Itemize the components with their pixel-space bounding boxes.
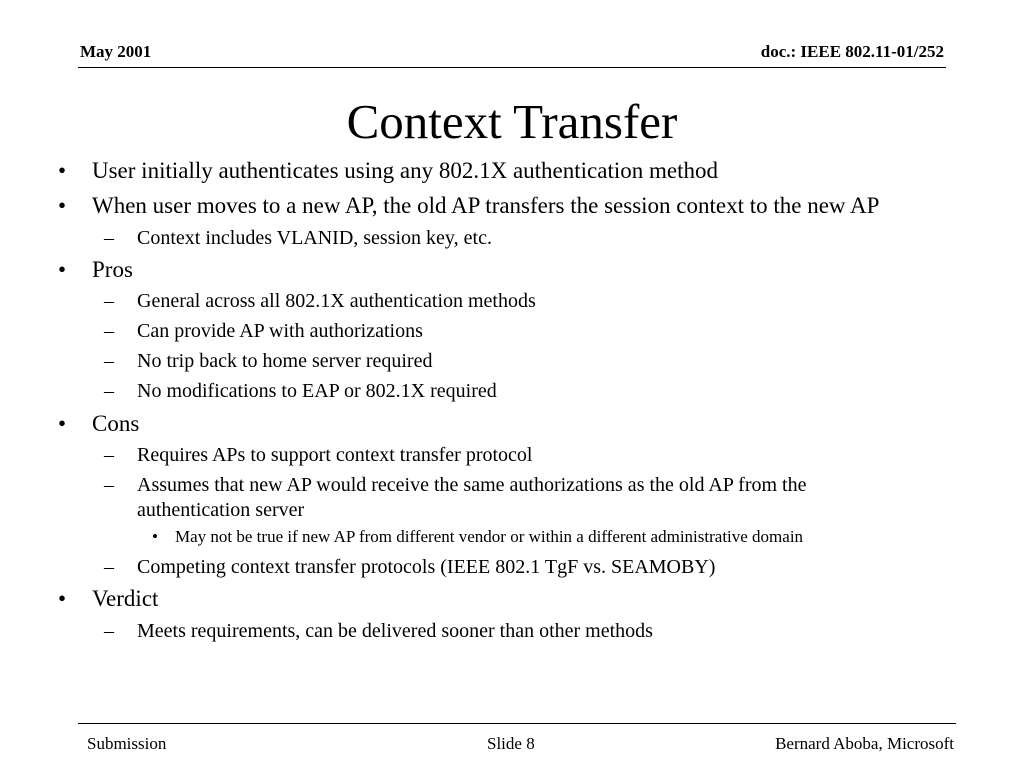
bullet-text: General across all 802.1X authentication methods <box>137 290 536 312</box>
dash-marker: – <box>104 556 114 578</box>
bullet-text: Cons <box>92 411 140 436</box>
bullet-text: Context includes VLANID, session key, etc. <box>137 227 492 249</box>
footer-divider <box>78 723 956 724</box>
bullet-text: No trip back to home server required <box>137 350 433 372</box>
footer-author: Bernard Aboba, Microsoft <box>775 734 954 753</box>
bullet-text: Requires APs to support context transfer protocol <box>137 444 533 466</box>
bullet-marker: • <box>152 527 158 546</box>
bullet-text: User initially authenticates using any 802.1X authentication method <box>92 158 718 183</box>
dash-marker: – <box>104 350 114 372</box>
bullet-text: Verdict <box>92 586 159 611</box>
slide-title: Context Transfer <box>346 94 678 149</box>
bullet-text: Assumes that new AP would receive the same authorizations as the old AP from the <box>137 474 807 496</box>
bullet-text: No modifications to EAP or 802.1X required <box>137 380 497 402</box>
bullet-text: When user moves to a new AP, the old AP transfers the session context to the new AP <box>92 193 880 218</box>
dash-marker: – <box>104 227 114 249</box>
bullet-text: May not be true if new AP from different vendor or within a different administrative domain <box>175 527 804 546</box>
bullet-text: Competing context transfer protocols (IEEE 802.1 TgF vs. SEAMOBY) <box>137 556 716 578</box>
dash-marker: – <box>104 444 114 466</box>
bullet-marker: • <box>58 193 67 218</box>
bullet-text: Meets requirements, can be delivered sooner than other methods <box>137 620 653 642</box>
footer-submission: Submission <box>87 734 167 753</box>
dash-marker: – <box>104 380 114 402</box>
dash-marker: – <box>104 620 114 642</box>
dash-marker: – <box>104 320 114 342</box>
bullet-text: authentication server <box>137 499 305 521</box>
dash-marker: – <box>104 474 114 496</box>
footer-slide-number: Slide 8 <box>487 734 535 753</box>
header-date: May 2001 <box>80 42 152 61</box>
bullet-marker: • <box>58 257 67 282</box>
bullet-text: Pros <box>92 257 133 282</box>
bullet-marker: • <box>58 411 67 436</box>
bullet-marker: • <box>58 158 67 183</box>
header-doc-id: doc.: IEEE 802.11-01/252 <box>760 42 944 61</box>
dash-marker: – <box>104 290 114 312</box>
bullet-marker: • <box>58 586 67 611</box>
bullet-text: Can provide AP with authorizations <box>137 320 423 342</box>
